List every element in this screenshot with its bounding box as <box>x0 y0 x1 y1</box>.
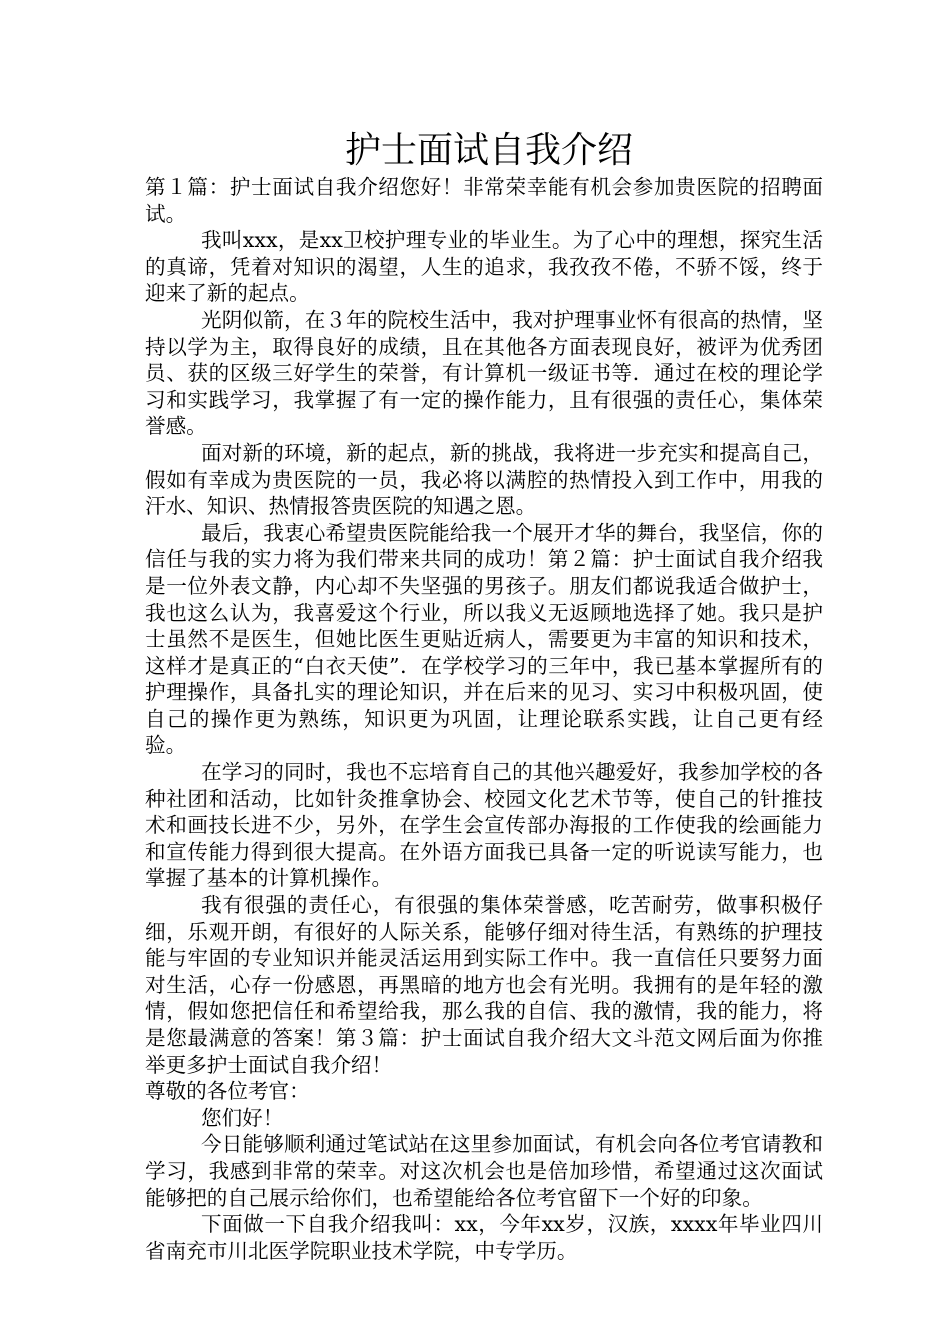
paragraph: 下面做一下自我介绍我叫：xx，今年xx岁，汉族，xxxx年毕业四川省南充市川北医学院职业技术学院，中专学历。 <box>145 1212 823 1263</box>
paragraph: 在学习的同时，我也不忘培育自己的其他兴趣爱好，我参加学校的各种社团和活动，比如针灸推拿协会、校园文化艺术节等，使自己的针推技术和画技长进不少，另外，在学生会宣传部办海报的工作使我的绘画能力和宣传能力得到很大提高。在外语方面我已具备一定的听说读写能力，也掌握了基本的计算机操作。 <box>145 760 823 891</box>
paragraph: 面对新的环境，新的起点，新的挑战，我将进一步充实和提高自己，假如有幸成为贵医院的一员，我必将以满腔的热情投入到工作中，用我的汗水、知识、热情报答贵医院的知遇之恩。 <box>145 440 823 519</box>
greeting: 您们好！ <box>201 1105 284 1130</box>
paragraph: 我有很强的责任心，有很强的集体荣誉感，吃苦耐劳，做事积极仔细，乐观开朗，有很好的人际关系，能够仔细对待生活，有熟练的护理技能与牢固的专业知识并能灵活运用到实际工作中。我一直信任只要努力面对生活，心存一份感恩，再黑暗的地方也会有光明。我拥有的是年轻的激情，假如您把信任和希望给我，那么我的自信、我的激情，我的能力，将是您最满意的答案！第３篇：护士面试自我介绍大文斗范文网后面为你推举更多护士面试自我介绍！ <box>145 893 823 1077</box>
paragraph: 最后，我衷心希望贵医院能给我一个展开才华的舞台，我坚信，你的信任与我的实力将为我们带来共同的成功！第２篇：护士面试自我介绍我是一位外表文静，内心却不失坚强的男孩子。朋友们都说我适合做护士，我也这么认为，我喜爱这个行业，所以我义无返顾地选择了她。我只是护士虽然不是医生，但她比医生更贴近病人，需要更为丰富的知识和技术，这样才是真正的“白衣天使”．在学校学习的三年中，我已基本掌握所有的护理操作，具备扎实的理论知识，并在后来的见习、实习中积极巩固，使自己的操作更为熟练，知识更为巩固，让理论联系实践，让自己更有经验。 <box>145 520 823 758</box>
document-title: 护士面试自我介绍 <box>344 130 633 171</box>
document-body <box>145 174 823 1264</box>
salutation: 尊敬的各位考官： <box>145 1079 310 1104</box>
paragraph: 我叫xxx，是xx卫校护理专业的毕业生。为了心中的理想，探究生活的真谛，凭着对知识的渴望，人生的追求，我孜孜不倦，不骄不馁，终于迎来了新的起点。 <box>145 228 823 306</box>
paragraph-intro: 第１篇：护士面试自我介绍您好！非常荣幸能有机会参加贵医院的招聘面试。 <box>145 175 823 226</box>
paragraph: 光阴似箭，在３年的院校生活中，我对护理事业怀有很高的热情，坚持以学为主，取得良好的成绩，且在其他各方面表现良好，被评为优秀团员、获的区级三好学生的荣誉，有计算机一级证书等．通过在校的理论学习和实践学习，我掌握了有一定的操作能力，且有很强的责任心，集体荣誉感。 <box>145 307 823 439</box>
paragraph: 今日能够顺利通过笔试站在这里参加面试，有机会向各位考官请教和学习，我感到非常的荣幸。对这次机会也是倍加珍惜，希望通过这次面试能够把的自己展示给你们，也希望能给各位考官留下一个好的印象。 <box>145 1132 823 1210</box>
document-page <box>145 128 823 1264</box>
